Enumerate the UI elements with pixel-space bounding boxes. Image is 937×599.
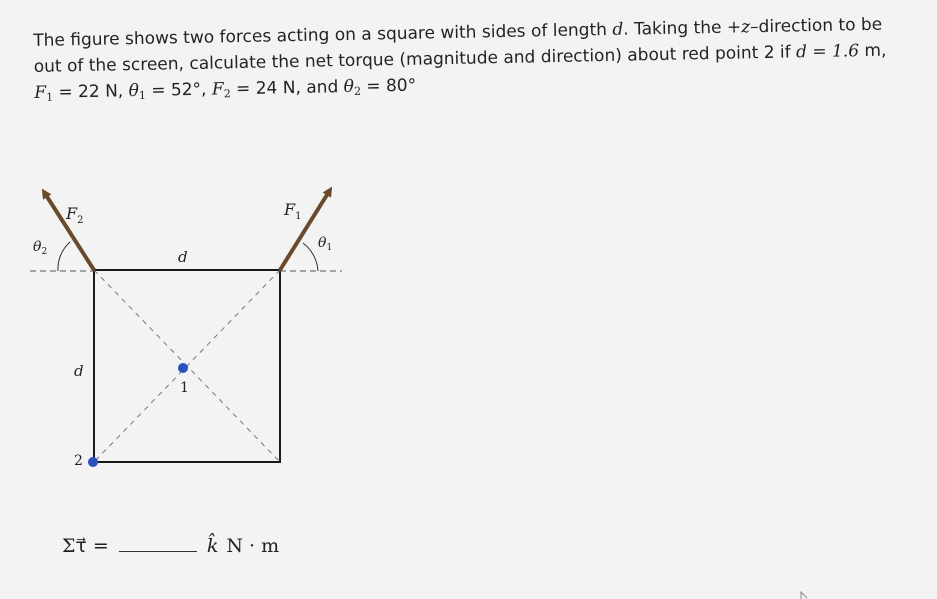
theta2-value: = 80° (366, 75, 417, 97)
label-f1: $F_1$ (284, 200, 302, 222)
problem-text-3: –direction to be out of the screen, calculate the net torque (magnitude and direction) about red point 2 if (33, 14, 883, 77)
k-hat-unit-vector: k̂ (206, 535, 219, 557)
label-d-left: d (74, 362, 84, 380)
f1-symbol: $F_1$ (34, 82, 54, 104)
theta1-arc (303, 243, 318, 271)
answer-units: N · m (226, 535, 280, 557)
var-d: d (612, 19, 624, 40)
plus-z: +z (726, 17, 751, 38)
answer-line (62, 533, 279, 557)
label-theta2: $\theta_2$ (33, 239, 48, 257)
theta1-value: = 52°, (151, 79, 207, 101)
f2-symbol: $F_2$ (211, 79, 231, 101)
theta2-arc (58, 242, 70, 271)
label-f2: $F_2$ (66, 204, 84, 226)
f2-value: = 24 N, and (235, 77, 339, 100)
problem-text-2: . Taking the (623, 17, 722, 40)
problem-text-4: m, (864, 40, 887, 62)
label-d-top: d (178, 248, 188, 266)
label-theta1: $\theta_1$ (318, 235, 333, 253)
point-2 (88, 457, 98, 467)
label-point-1: 1 (180, 380, 189, 396)
label-point-2: 2 (74, 453, 83, 469)
theta1-symbol: $\theta_1$ (128, 80, 147, 102)
f1-value: = 22 N, (58, 81, 124, 103)
answer-blank[interactable] (119, 533, 197, 552)
cursor-icon (799, 591, 813, 599)
torque-sum-label: Στ⃗ = (62, 535, 109, 557)
theta2-symbol: $\theta_2$ (343, 76, 362, 98)
problem-text-1: The figure shows two forces acting on a square with sides of length (33, 19, 608, 51)
eq-d: d = 1.6 (795, 41, 860, 63)
point-1 (178, 363, 188, 373)
